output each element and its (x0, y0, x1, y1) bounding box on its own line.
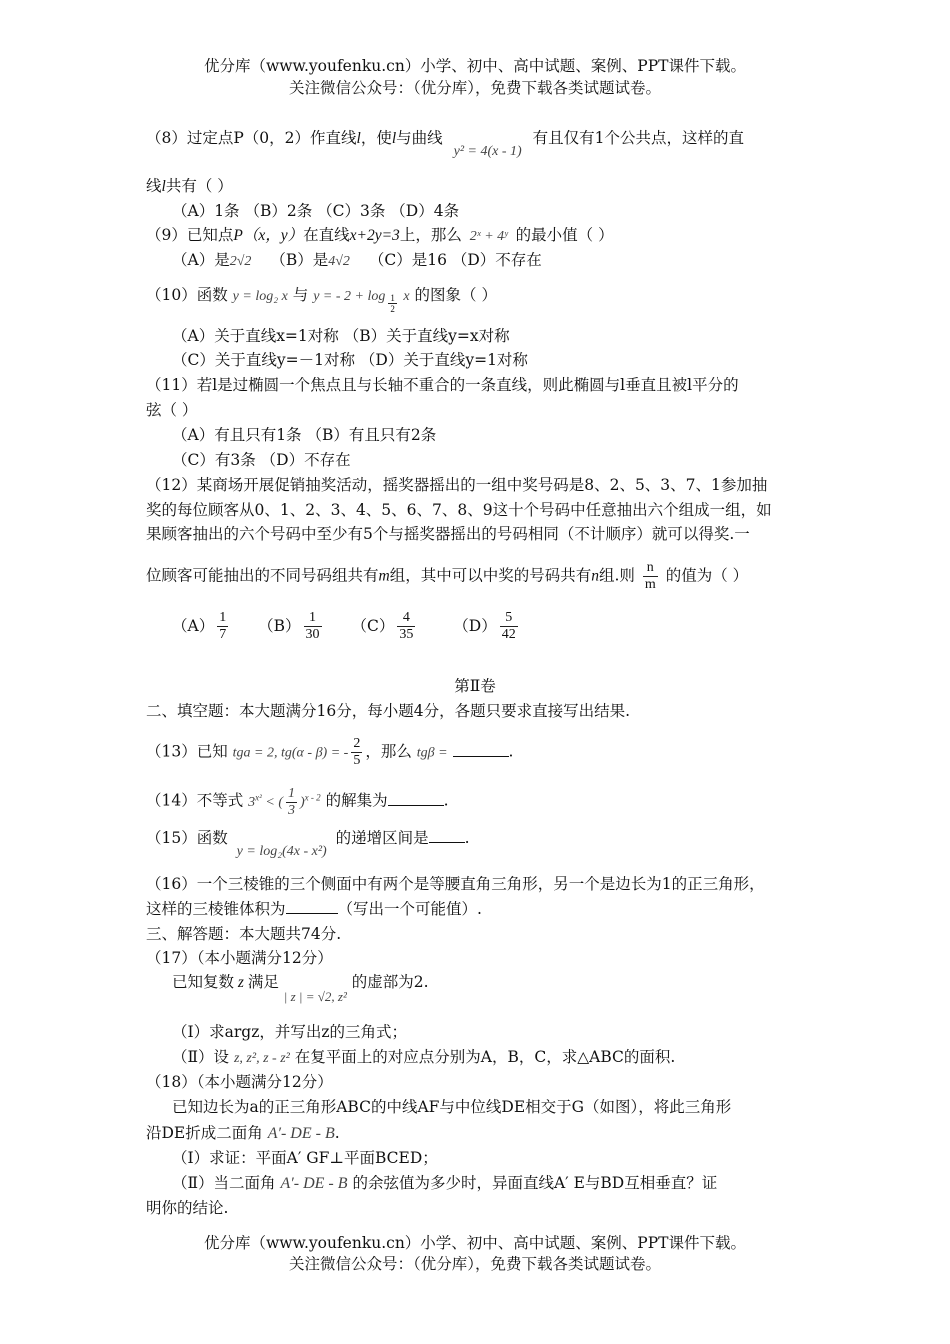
q12-d-den: 42 (501, 627, 516, 642)
q12-option-b-frac (304, 610, 322, 643)
q17-text-b: 满足 (247, 973, 279, 991)
question-13 (146, 736, 513, 769)
q14-lhs: 3 (248, 794, 256, 810)
question-8-line-2 (146, 176, 233, 197)
q17-text-e: 在复平面上的对应点分别为A，B，C，求△ABC的面积. (294, 1048, 676, 1066)
q16-text-a: 这样的三棱锥体积为 (146, 900, 286, 918)
q9-option-b-value: 4√2 (328, 254, 350, 269)
q12-option-d-frac (500, 610, 518, 643)
q9-expression: 2ˣ + 4ʸ (469, 229, 508, 244)
q16-text-b: （写出一个可能值）. (337, 900, 482, 918)
q18-dihedral-angle: A′- DE - B (267, 1125, 335, 1142)
question-11-line-1: （11）若l是过椭圆一个焦点且与长轴不重合的一条直线，则此椭圆与l垂直且被l平分的 (146, 376, 739, 394)
q14-text-a: （14）不等式 (146, 791, 244, 810)
q8-line-symbol-2: l (391, 130, 397, 147)
q17-text-d: （Ⅱ）设 (172, 1048, 230, 1066)
q8-text-b: ，使 (360, 129, 392, 147)
q8-text-a: （8）过定点P（0，2）作直线 (146, 129, 357, 147)
q18-text-b: . (334, 1124, 340, 1142)
q13-text-b: ，那么 (365, 742, 412, 761)
q14-text-b: 的解集为 (325, 791, 388, 810)
q9-line-equation: x+2y=3 (349, 227, 400, 244)
q13-text-a: （13）已知 (146, 742, 228, 761)
q10-text-a: （10）函数 (146, 286, 228, 304)
q10-function-2: y = - 2 + log (313, 289, 386, 304)
q12-option-a (172, 610, 231, 642)
q12-text-a: 位顾客可能抽出的不同号码组共有 (146, 566, 379, 585)
question-8-options: （A）1条 （B）2条 （C）3条 （D）4条 (172, 202, 460, 220)
q14-frac-den: 3 (287, 803, 295, 818)
q12-text-b: 组，其中可以中奖的号码共有 (389, 566, 592, 585)
q8-text-d: 有且仅有1个公共点，这样的直 (532, 129, 744, 147)
q12-n: n (591, 567, 599, 585)
q9-option-a-value: 2√2 (229, 254, 252, 269)
q12-option-d (453, 610, 520, 642)
question-17-line-1: 已知复数 z 满足 $_{| z | = √2, z^2}$ 的虚部为2. (172, 973, 429, 1004)
question-12-options (172, 610, 521, 643)
q18-dihedral-angle-2: A′- DE - B (280, 1175, 348, 1192)
q10-log-base-fraction (388, 293, 397, 314)
q10-base-num: 1 (390, 292, 395, 303)
q12-n-over-m (643, 560, 658, 593)
question-12-line-1: （12）某商场开展促销抽奖活动，摇奖器摇出的一组中奖号码是8、2、5、3、7、1参加抽 (146, 476, 768, 494)
q12-option-b (258, 610, 324, 642)
q14-fraction (286, 786, 297, 819)
q12-b-num: 1 (309, 610, 317, 625)
q12-option-c (351, 610, 418, 642)
question-11-line-2: 弦（ ） (146, 401, 198, 419)
q8-line-symbol-3: l (161, 178, 166, 195)
q12-c-num: 4 (402, 610, 410, 625)
question-15 (146, 828, 470, 859)
q8-curve-formula: y² = 4(x - 1) (453, 144, 522, 159)
question-17-part-1: （Ⅰ）求argz，并写出z的三角式； (172, 1023, 408, 1041)
q12-frac-num: n (646, 560, 654, 575)
q17-points: z, z², z - z² (233, 1051, 290, 1066)
section-2-heading: 二、填空题：本大题满分16分，每小题4分，各题只要求直接写出结果. (146, 702, 631, 720)
site-footer-line-2: 关注微信公众号：（优分库），免费下载各类试题试卷。 (288, 1255, 661, 1273)
question-18-part-1: （Ⅰ）求证：平面A′ GF⊥平面BCED； (172, 1149, 438, 1167)
q9-text-c: 上，那么 (399, 226, 462, 244)
question-17-title: （17）（本小题满分12分） (146, 949, 333, 967)
question-10-options-cd: （C）关于直线y=－1对称 （D）关于直线y=1对称 (172, 351, 528, 369)
q12-a-num: 1 (219, 610, 227, 625)
question-8-line-1 (146, 128, 744, 159)
site-footer-line-1: 优分库（www.youfenku.cn）小学、初中、高中试题、案例、PPT课件下载。 (203, 1234, 747, 1252)
q14-inequality: $3^{x^2}$ < ( $\frac{1}{3}$ )$^{x - 2}$ (248, 786, 321, 818)
q12-option-c-frac (397, 610, 415, 643)
question-9-options (172, 250, 542, 272)
q12-text-c: 组.则 (598, 566, 635, 585)
q10-function-1: y = log₂ x (232, 289, 288, 304)
question-9-line-1 (146, 225, 614, 247)
question-12-line-3: 果顾客抽出的六个号码中至少有5个与摇奖器摇出的号码相同（不计顺序）就可以得奖.一 (146, 525, 750, 543)
q13-given: tga = 2, tg(α - β) = - (232, 745, 349, 761)
section-3-heading: 三、解答题：本大题共74分. (146, 925, 342, 943)
q12-option-c-label: （C） (351, 616, 395, 635)
q8-text-f: 共有（ ） (165, 177, 233, 195)
q12-option-a-label: （A） (172, 616, 215, 635)
q12-d-num: 5 (505, 610, 513, 625)
q8-line-symbol: l (356, 130, 361, 147)
question-18-line-2 (146, 1123, 340, 1144)
q9-text-d: 的最小值（ ） (515, 226, 614, 244)
q18-text-a: 沿DE折成二面角 (146, 1124, 263, 1142)
q14-answer-blank[interactable] (388, 791, 444, 806)
q15-function: y = log₂(4x - x²) (236, 844, 327, 859)
q17-text-a: 已知复数 (172, 973, 235, 991)
q9-point: P（x，y） (233, 227, 304, 244)
site-header-line-2: 关注微信公众号：（优分库），免费下载各类试题试卷。 (288, 79, 661, 97)
q15-text-b: 的递增区间是 (335, 829, 429, 847)
q16-answer-blank[interactable] (286, 899, 338, 914)
q8-text-e: 线 (146, 177, 162, 195)
q13-target: tgβ = (416, 745, 448, 761)
question-18-part-2 (172, 1173, 717, 1194)
q15-answer-blank[interactable] (429, 828, 465, 843)
q12-frac-den: m (644, 577, 656, 592)
q18-text-c: （Ⅱ）当二面角 (172, 1174, 276, 1192)
q8-text-c: 与曲线 (396, 129, 443, 147)
question-18-line-last: 明你的结论. (146, 1199, 229, 1217)
question-11-options-cd: （C）有3条 （D）不存在 (172, 451, 351, 469)
question-10-line-1 (146, 285, 497, 314)
q18-text-d: 的余弦值为多少时，异面直线A′ E与BD互相垂直？证 (352, 1174, 718, 1192)
q14-text-c: . (443, 791, 449, 810)
part-2-title: 第Ⅱ卷 (454, 677, 496, 695)
q9-option-b: （B）是 (270, 251, 329, 269)
q17-text-c: 的虚部为2. (351, 973, 429, 991)
q12-option-d-label: （D） (453, 616, 497, 635)
q13-fraction (351, 736, 362, 769)
q10-text-c: 的图象（ ） (414, 286, 497, 304)
q12-a-den: 7 (219, 627, 227, 642)
question-16-line-1: （16）一个三棱锥的三个侧面中有两个是等腰直角三角形，另一个是边长为1的正三角形， (146, 875, 765, 893)
q9-text-a: （9）已知点 (146, 226, 234, 244)
q14-lhs-exp: x² (255, 792, 262, 803)
q10-function-2-arg: x (399, 289, 410, 304)
q9-options-cd: （C）是16 （D）不存在 (368, 251, 542, 269)
question-11-options-ab: （A）有且只有1条 （B）有且只有2条 (172, 426, 437, 444)
q13-text-c: . (508, 742, 514, 761)
q10-base-den: 2 (390, 303, 395, 314)
q9-text-b: 在直线 (303, 226, 350, 244)
q13-answer-blank[interactable] (453, 742, 509, 757)
question-17-part-2 (172, 1047, 675, 1069)
q14-rhs-exp: x - 2 (304, 792, 321, 803)
q12-m: m (378, 567, 390, 585)
q14-frac-num: 1 (287, 786, 295, 801)
question-10-options-ab: （A）关于直线x=1对称 （B）关于直线y=x对称 (172, 327, 510, 345)
q12-b-den: 30 (305, 627, 320, 642)
site-header-line-1: 优分库（www.youfenku.cn）小学、初中、高中试题、案例、PPT课件下载。 (203, 57, 747, 75)
q15-text-a: （15）函数 (146, 829, 228, 847)
question-12-line-4 (146, 560, 748, 593)
q12-text-d: 的值为（ ） (665, 566, 749, 585)
question-14 (146, 786, 449, 819)
q13-frac-den: 5 (353, 753, 361, 768)
question-18-line-1: 已知边长为a的正三角形ABC的中线AF与中位线DE相交于G（如图），将此三角形 (172, 1098, 732, 1116)
q10-text-b: 与 (292, 286, 309, 304)
q13-frac-num: 2 (353, 736, 361, 751)
question-16-line-2 (146, 899, 482, 919)
q17-condition: | z | = √2, z² (283, 989, 347, 1004)
question-12-line-2: 奖的每位顾客从0、1、2、3、4、5、6、7、8、9这十个号码中任意抽出六个组成一组，如 (146, 501, 772, 519)
q12-c-den: 35 (399, 627, 414, 642)
question-18-title: （18）（本小题满分12分） (146, 1073, 333, 1091)
q12-option-b-label: （B） (258, 616, 301, 635)
q9-option-a: （A）是 (172, 251, 230, 269)
q12-option-a-frac (217, 610, 228, 643)
q14-rel: < ( (261, 794, 283, 810)
q15-text-c: . (464, 829, 470, 847)
